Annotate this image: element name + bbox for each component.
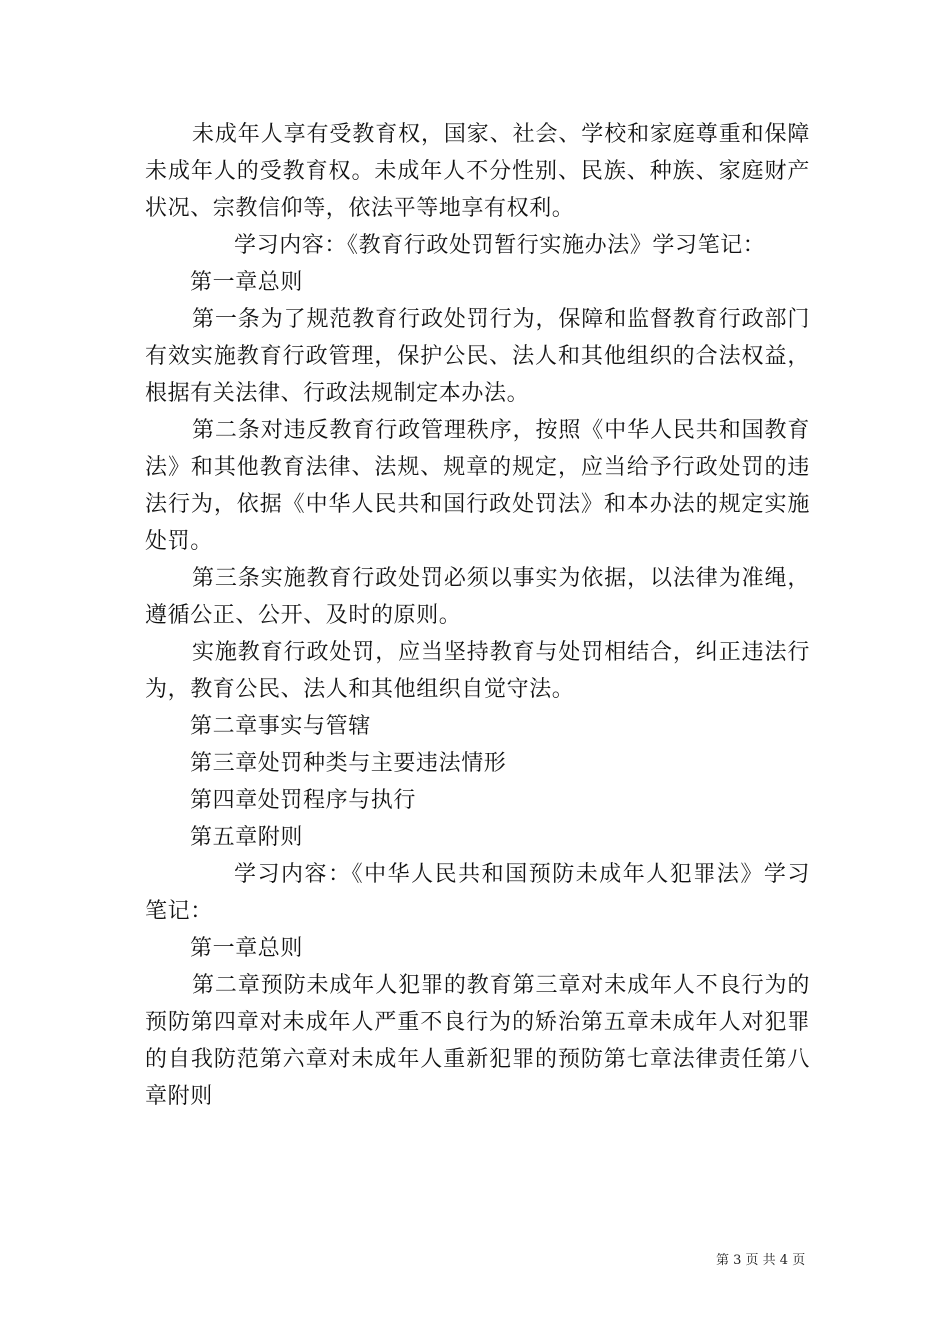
paragraph-rights-to-education: 未成年人享有受教育权，国家、社会、学校和家庭尊重和保障未成年人的受教育权。未成年人不分性别、民族、种族、家庭财产状况、宗教信仰等，依法平等地享有权利。 <box>145 122 810 221</box>
chapter-list-paragraph: 第二章预防未成年人犯罪的教育第三章对未成年人不良行为的预防第四章对未成年人严重不良行为的矫治第五章未成年人对犯罪的自我防范第六章对未成年人重新犯罪的预防第七章法律责任第八章附则 <box>145 973 810 1109</box>
chapter-heading: 第一章总则 <box>190 936 304 961</box>
article-3-continued: 实施教育行政处罚，应当坚持教育与处罚相结合，纠正违法行为，教育公民、法人和其他组织自觉守法。 <box>145 640 810 702</box>
study-note-heading-juvenile-crime: 学习内容：《中华人民共和国预防未成年人犯罪法》学习笔记： <box>145 862 810 924</box>
article-2: 第二条对违反教育行政管理秩序，按照《中华人民共和国教育法》和其他教育法律、法规、规章的规定，应当给予行政处罚的违法行为，依据《中华人民共和国行政处罚法》和本办法的规定实施处罚。 <box>145 418 810 554</box>
chapter-heading: 第四章处罚程序与执行 <box>190 788 417 813</box>
chapter-heading: 第二章事实与管辖 <box>190 714 371 739</box>
page-number-footer: 第 3 页 共 4 页 <box>716 1253 806 1268</box>
chapter-heading: 第五章附则 <box>190 825 304 850</box>
chapter-heading: 第一章总则 <box>190 270 304 295</box>
article-3: 第三条实施教育行政处罚必须以事实为依据，以法律为准绳，遵循公正、公开、及时的原则。 <box>145 566 810 628</box>
article-1: 第一条为了规范教育行政处罚行为，保障和监督教育行政部门有效实施教育行政管理，保护公民、法人和其他组织的合法权益，根据有关法律、行政法规制定本办法。 <box>145 307 810 406</box>
document-body <box>145 116 810 1115</box>
study-note-heading-education-penalty: 学习内容：《教育行政处罚暂行实施办法》学习笔记： <box>234 233 766 258</box>
chapter-heading: 第三章处罚种类与主要违法情形 <box>190 751 507 776</box>
